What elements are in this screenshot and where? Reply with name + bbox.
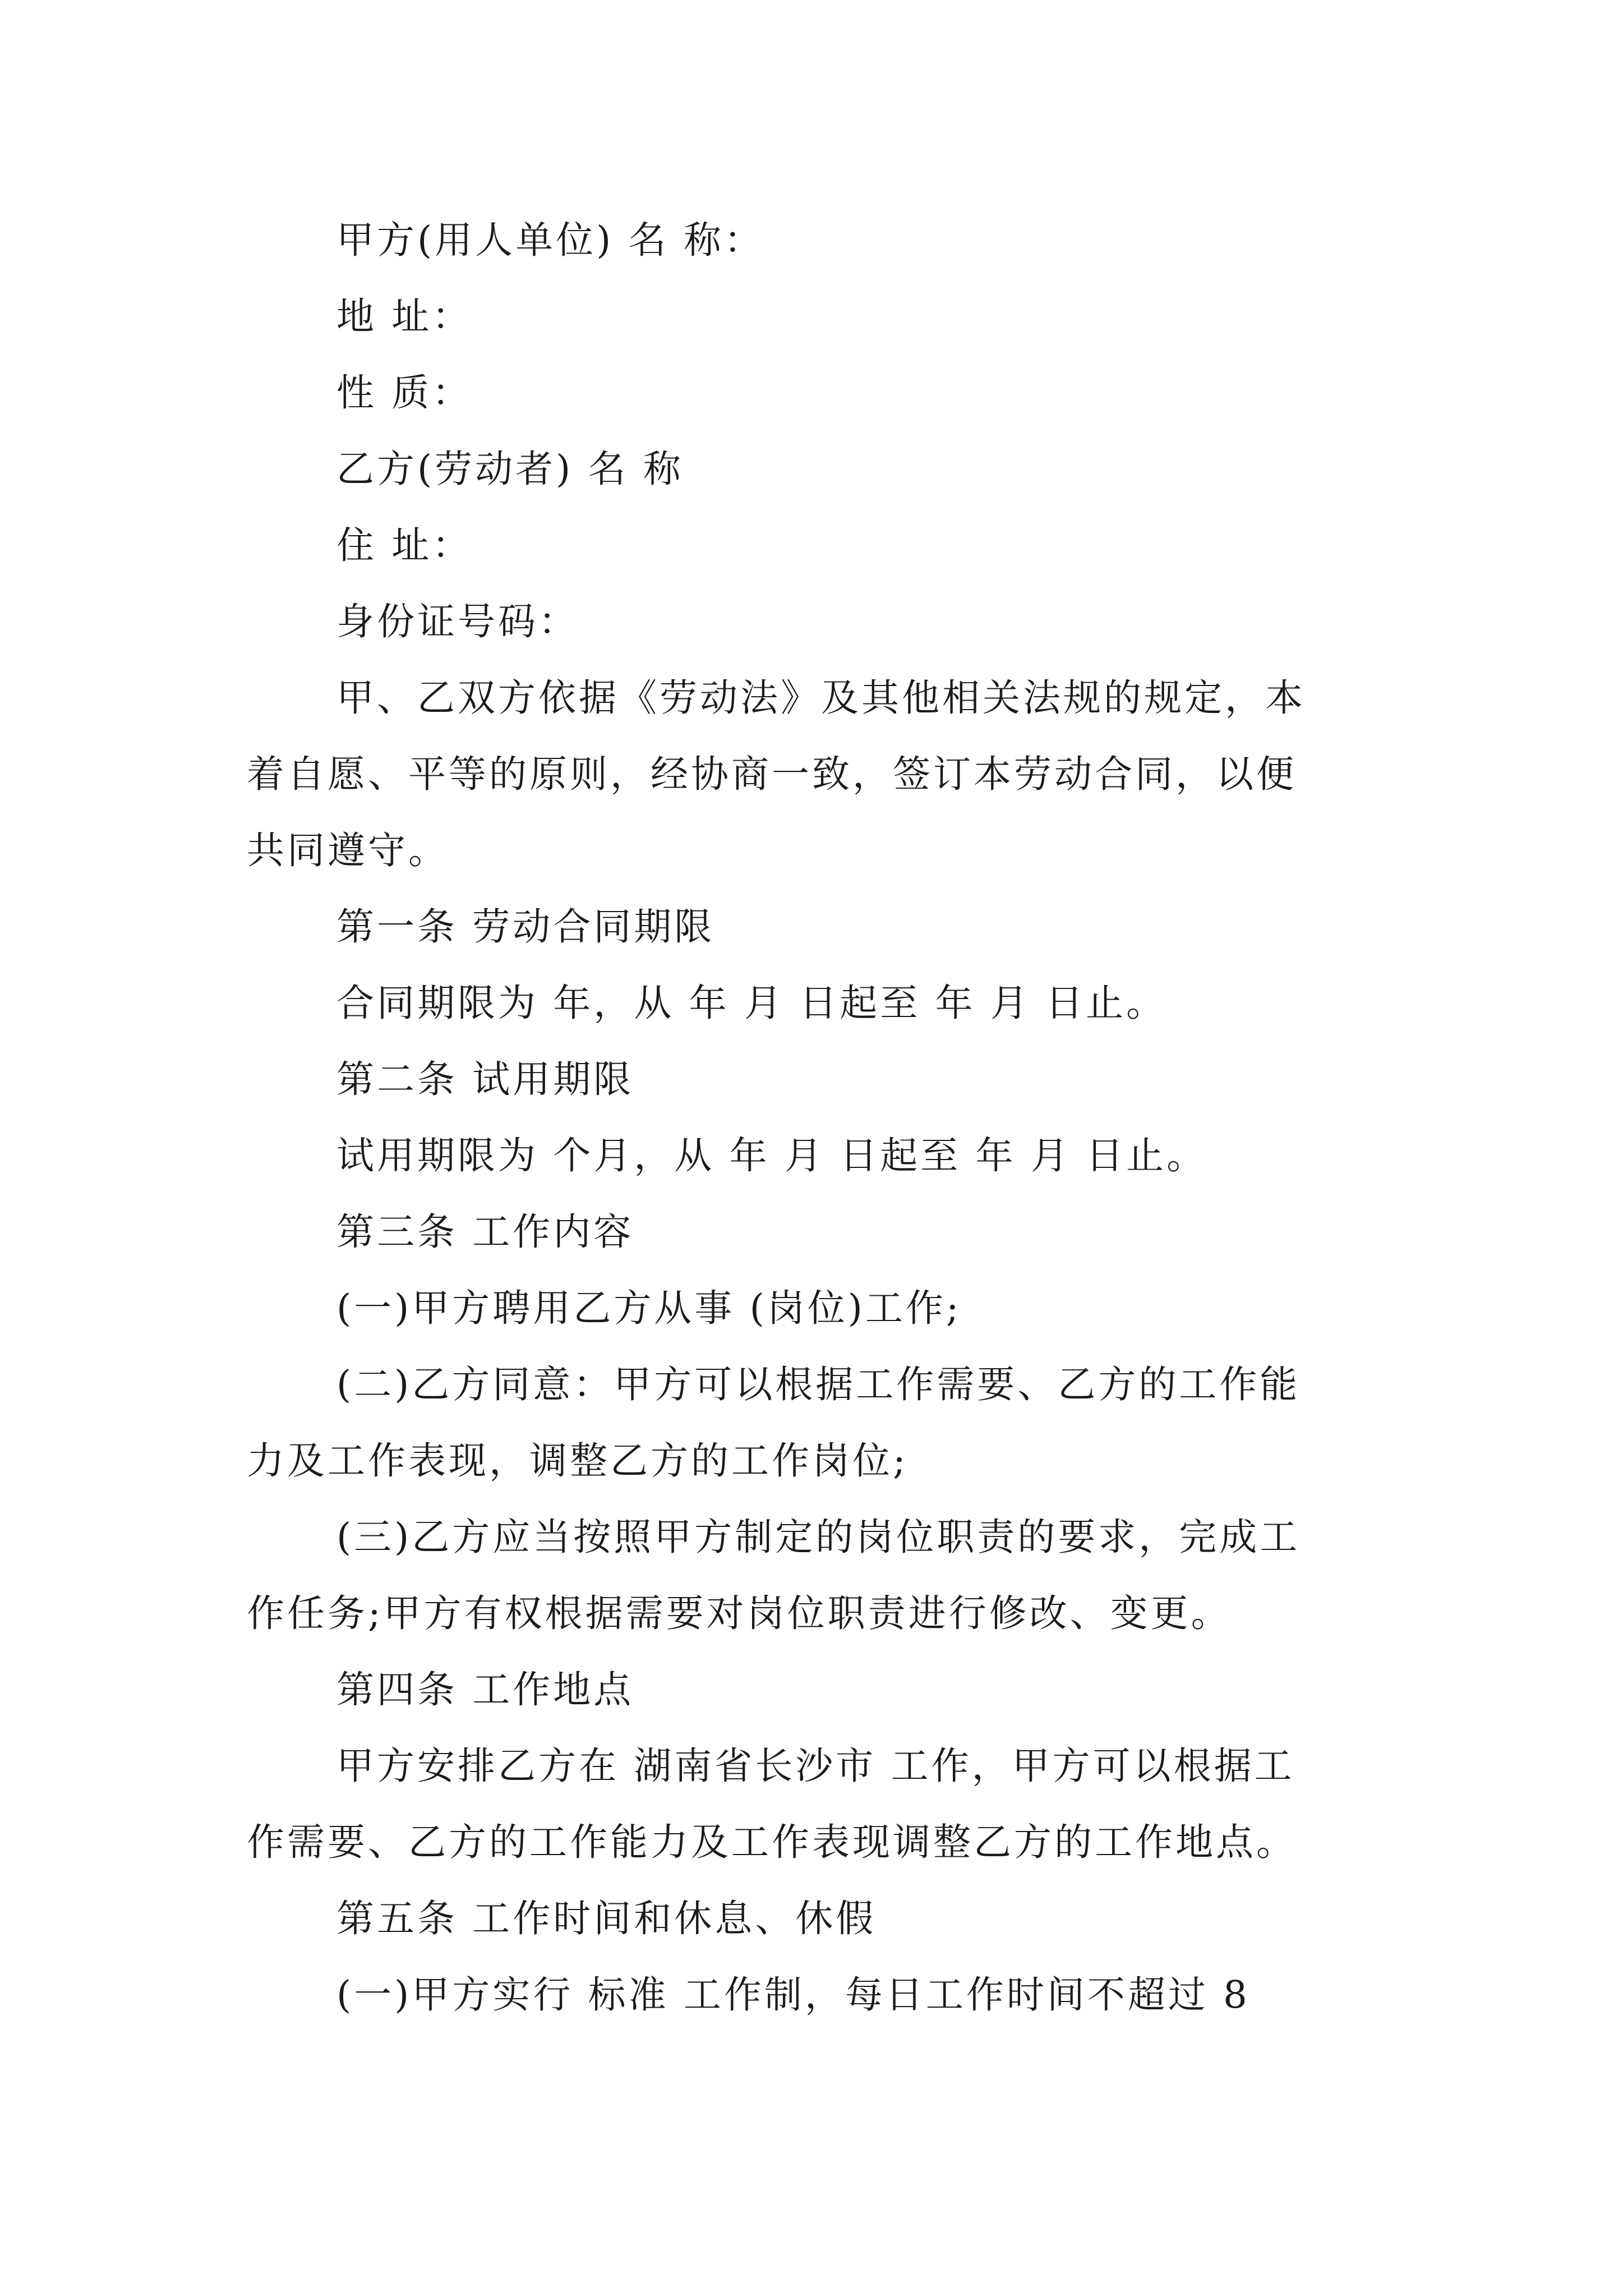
contract-body [247, 202, 1391, 2033]
contract-line: 住 址： [336, 523, 473, 567]
contract-line: 作需要、乙方的工作能力及工作表现调整乙方的工作地点。 [247, 1820, 1297, 1864]
contract-line: 身份证号码： [336, 600, 579, 643]
contract-line: (一)甲方聘用乙方从事 (岗位)工作; [336, 1286, 962, 1330]
contract-line: 第四条 工作地点 [336, 1668, 634, 1711]
contract-line: 共同遵守。 [247, 829, 449, 872]
contract-line: 第五条 工作时间和休息、休假 [336, 1897, 877, 1940]
contract-line: 乙方(劳动者) 名 称 [336, 447, 684, 491]
contract-line: 作任务;甲方有权根据需要对岗位职责进行修改、变更。 [247, 1591, 1232, 1635]
contract-line: 合同期限为 年，从 年 月 日起至 年 月 日止。 [336, 981, 1167, 1025]
contract-line: (三)乙方应当按照甲方制定的岗位职责的要求，完成工 [336, 1515, 1301, 1559]
contract-line: 第三条 工作内容 [336, 1210, 634, 1254]
contract-line: 甲方安排乙方在 湖南省长沙市 工作，甲方可以根据工 [336, 1744, 1295, 1788]
contract-line: 第一条 劳动合同期限 [336, 905, 715, 949]
contract-line: (一)甲方实行 标准 工作制，每日工作时间不超过 8 [336, 1973, 1250, 2017]
contract-line: 着自愿、平等的原则，经协商一致，签订本劳动合同，以便 [247, 752, 1297, 796]
contract-line: (二)乙方同意：甲方可以根据工作需要、乙方的工作能 [336, 1363, 1301, 1406]
contract-line: 甲方(用人单位) 名 称： [336, 218, 764, 262]
contract-line: 地 址： [336, 295, 473, 338]
contract-line: 甲、乙双方依据《劳动法》及其他相关法规的规定，本 [336, 676, 1306, 720]
contract-line: 性 质： [336, 371, 473, 415]
contract-line: 力及工作表现，调整乙方的工作岗位; [247, 1439, 909, 1483]
contract-line: 试用期限为 个月，从 年 月 日起至 年 月 日止。 [336, 1134, 1207, 1177]
contract-line: 第二条 试用期限 [336, 1057, 634, 1101]
